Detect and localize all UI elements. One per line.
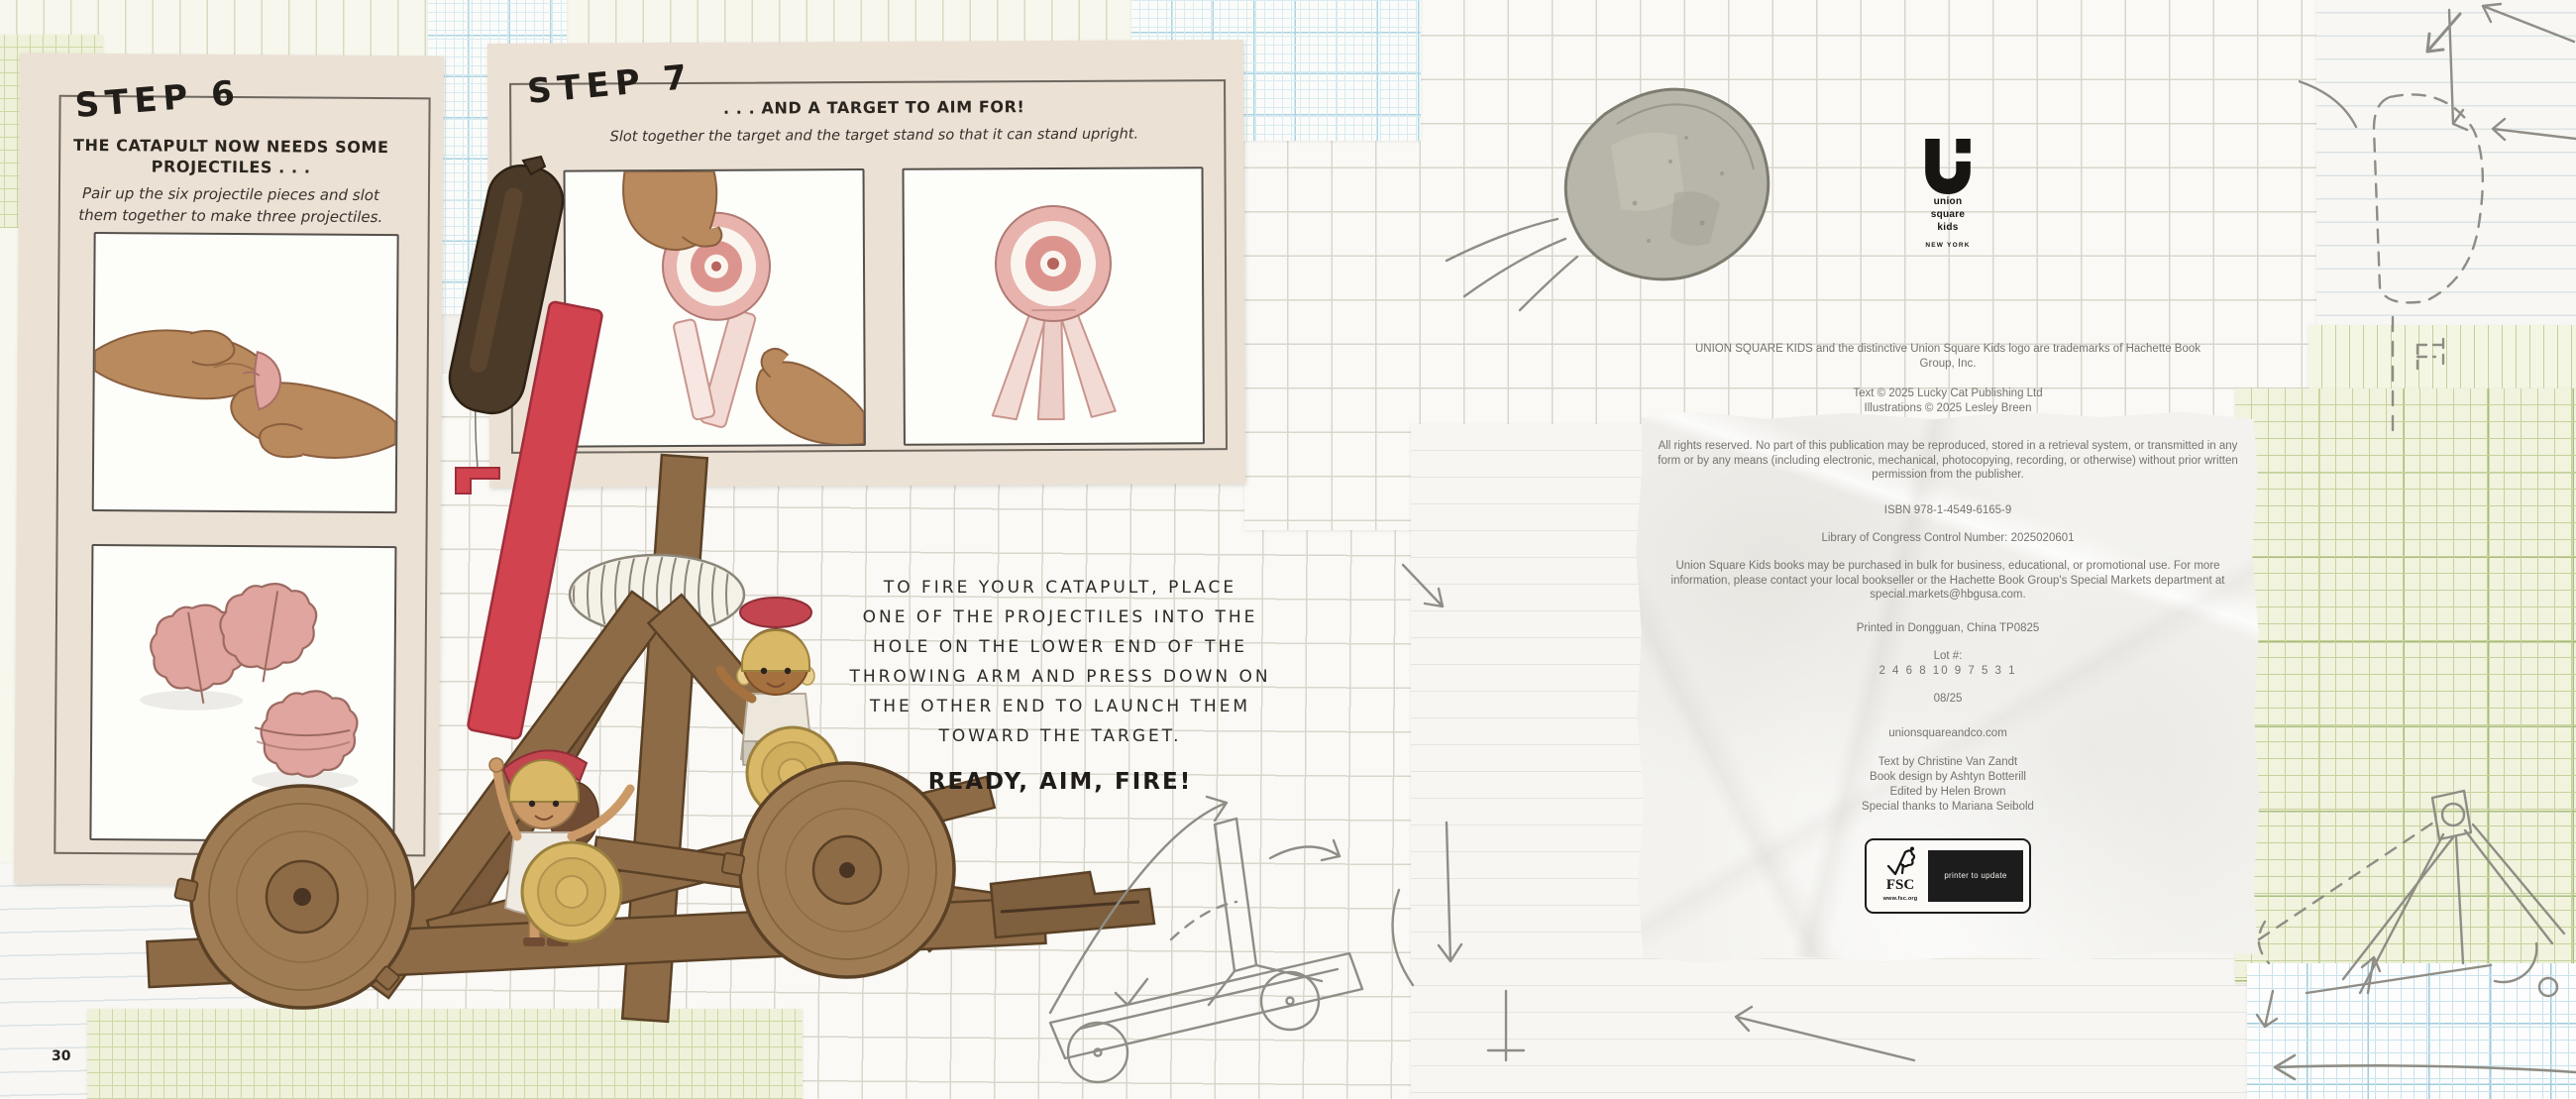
step7-title: STEP 7 — [525, 56, 695, 112]
union-square-kids-logo-icon — [1925, 139, 1971, 194]
lot-numbers: 2 4 6 8 10 9 7 5 3 1 — [1878, 665, 2017, 677]
fsc-left-column — [1873, 846, 1928, 907]
printed-in: Printed in Dongguan, China TP0825 — [1856, 622, 2040, 634]
bulk-purchase-notice: Union Square Kids books may be purchased in bulk for business, educational, or promotional use. For more information, please contact your local bookseller or the Hachette Book Group's Special Markets department at special.markets@hbgusa.com. — [1670, 560, 2225, 601]
pencil-sketch-arrow-bottomright — [2259, 1011, 2576, 1099]
ready-aim-fire-text: READY, AIM, FIRE! — [927, 769, 1193, 795]
logo-city: NEW YORK — [1925, 242, 1971, 249]
step6-heading-line1: THE CATAPULT NOW NEEDS SOME — [72, 135, 389, 158]
logo-name-line: kids — [1937, 222, 1959, 233]
date-code: 08/25 — [1933, 693, 1963, 705]
logo-name-line: union — [1933, 196, 1963, 207]
isbn: ISBN 978-1-4549-6165-9 — [1883, 504, 2012, 516]
step7-body: Slot together the target and the target stand so that it can stand upright. — [609, 126, 1139, 146]
lccn: Library of Congress Control Number: 2025020601 — [1821, 532, 2075, 544]
fsc-label — [1865, 838, 2031, 914]
union-square-kids-logo — [1888, 139, 2007, 254]
firing-line: HOLE ON THE LOWER END OF THE — [872, 637, 1248, 657]
fsc-acronym: FSC — [1885, 876, 1915, 893]
step6-title: STEP 6 — [73, 72, 243, 127]
credit-line: Edited by Helen Brown — [1889, 786, 2006, 798]
website: unionsquareandco.com — [1888, 727, 2007, 739]
credit-line: Text by Christine Van Zandt — [1878, 756, 2018, 768]
credit-line: Book design by Ashtyn Botterill — [1870, 771, 2026, 783]
fsc-url: www.fsc.org — [1882, 895, 1918, 902]
step6-body-line2: them together to make three projectiles. — [78, 205, 383, 227]
firing-line: ONE OF THE PROJECTILES INTO THE — [862, 607, 1258, 627]
step7-heading: . . . AND A TARGET TO AIM FOR! — [722, 97, 1025, 118]
rights-notice: All rights reserved. No part of this publication may be reproduced, stored in a retrieval system, or transmitted in any form or by any means (including electronic, mechanical, photocopying, recording, or otherwise) without prior written permission from the publisher. — [1658, 440, 2238, 481]
fsc-printer-note: printer to update — [1928, 850, 2023, 902]
lot-label: Lot #: — [1933, 650, 1963, 662]
illustrations-copyright: Illustrations © 2025 Lesley Breen — [1864, 402, 2032, 414]
logo-name-line: square — [1930, 209, 1966, 220]
step6-heading-line2: PROJECTILES . . . — [151, 157, 311, 177]
text-copyright: Text © 2025 Lucky Cat Publishing Ltd — [1853, 387, 2043, 399]
pencil-sketch-topright — [2299, 0, 2576, 441]
firing-line: THE OTHER END TO LAUNCH THEM — [869, 697, 1251, 716]
trademark-notice: UNION SQUARE KIDS and the distinctive Union Square Kids logo are trademarks of Hachette Book Group, Inc. — [1694, 343, 2201, 370]
step6-body-line1: Pair up the six projectile pieces and slot — [81, 183, 379, 205]
firing-line: THROWING ARM AND PRESS DOWN ON — [849, 667, 1271, 687]
page-number: 30 — [52, 1048, 71, 1064]
firing-line: TO FIRE YOUR CATAPULT, PLACE — [883, 578, 1237, 598]
fsc-tree-icon — [1885, 846, 1915, 878]
colophon — [1635, 129, 2261, 971]
credit-line: Special thanks to Mariana Seibold — [1862, 801, 2034, 813]
firing-line: TOWARD THE TARGET. — [938, 726, 1182, 746]
red-hook — [456, 468, 499, 494]
